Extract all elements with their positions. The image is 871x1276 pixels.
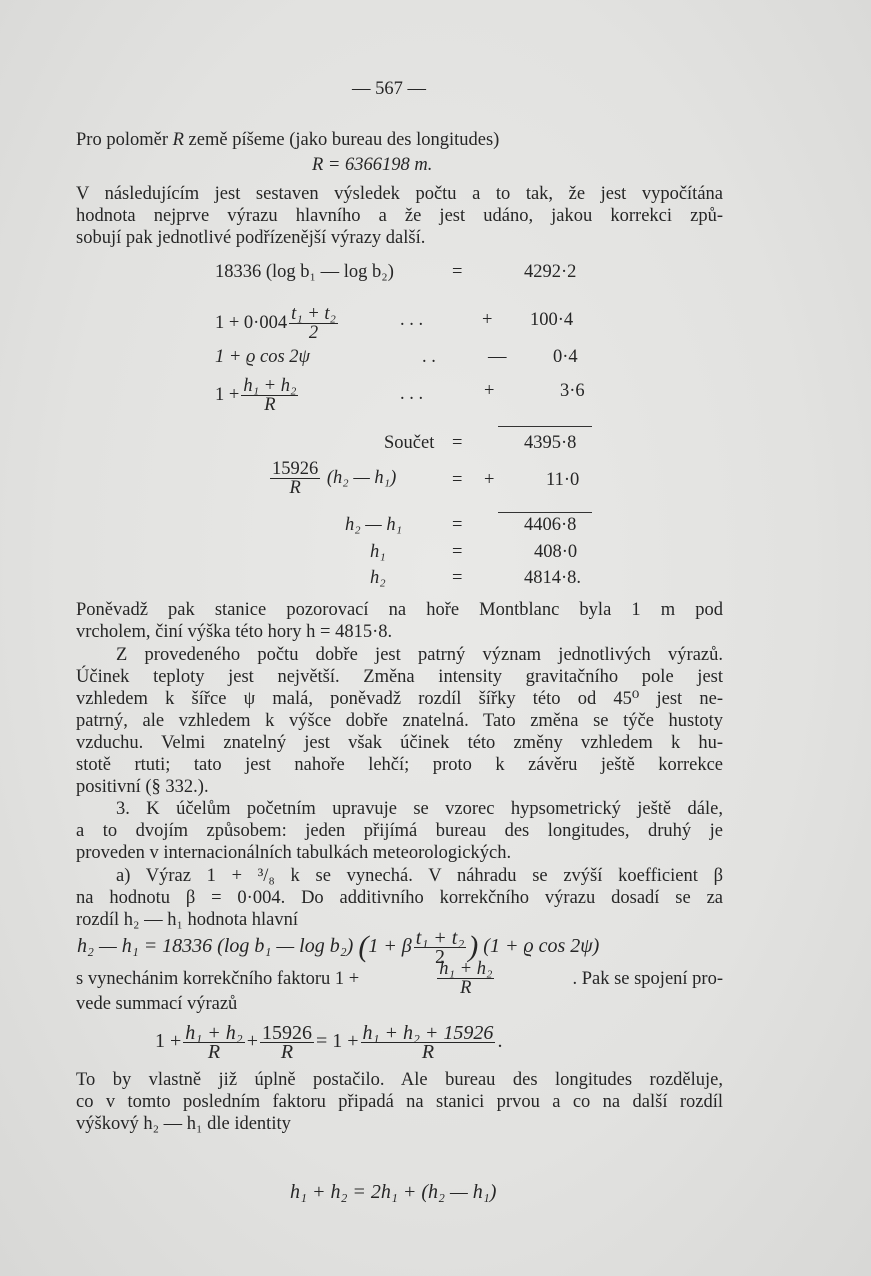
- paragraph-line: a) Výraz 1 + ³/₈ k se vynechá. V náhradu se zvýší koefficient β: [116, 866, 723, 886]
- text: s vynechánim korrekčního faktoru 1 +: [76, 968, 360, 989]
- sign: —: [488, 347, 507, 367]
- numerator: h₁ + h₂ + 15926: [362, 1021, 494, 1044]
- row-value: 4406·8: [524, 515, 577, 535]
- paragraph-line: vzduchu. Velmi znatelný jest však účinek této změny vzhledem k hu-: [76, 733, 723, 753]
- sign: +: [484, 470, 495, 490]
- denominator: R: [289, 478, 301, 498]
- text: 1 +: [155, 1030, 182, 1052]
- text: Pro poloměr: [76, 130, 173, 150]
- equals: =: [452, 470, 463, 490]
- paragraph-line: Z provedeného počtu dobře jest patrný význam jednotlivých výrazů.: [116, 645, 723, 665]
- paragraph-line: stotě rtuti; tato jest nahoře lehčí; proto k závěru ještě korrekce: [76, 755, 723, 775]
- text: 1 + 0·004: [215, 312, 288, 333]
- row-value: 4814·8.: [524, 568, 582, 588]
- paragraph-line: vrcholem, činí výška této hory h = 4815·8.: [76, 622, 393, 642]
- denominator: 2: [435, 945, 446, 968]
- text: . Pak se spojení pro-: [572, 968, 723, 989]
- sign: +: [482, 310, 493, 330]
- denominator: R: [421, 1040, 435, 1063]
- row-lhs: [215, 377, 300, 414]
- text: (h₂ — h₁): [326, 467, 397, 488]
- paragraph-line: co v tomto posledním faktoru připadá na stanici prvou a co na další rozdíl: [76, 1092, 723, 1112]
- paragraph-line: na hodnotu β = 0·004. Do additivního korrekčního výrazu dosadí se za: [76, 888, 723, 908]
- denominator: R: [460, 978, 472, 998]
- dots: . . .: [400, 384, 424, 404]
- equals: =: [452, 262, 463, 282]
- radius-equation: R = 6366198 m.: [312, 155, 433, 175]
- fraction: [270, 460, 320, 497]
- paragraph-line: V následujícím jest sestaven výsledek počtu a to tak, že jest vypočítána: [76, 184, 723, 204]
- paragraph-line: [76, 129, 723, 151]
- equals: =: [452, 568, 463, 588]
- paragraph-line: 3. K účelům početním upravuje se vzorec hypsometrický ještě dále,: [116, 799, 723, 819]
- equals: =: [452, 542, 463, 562]
- fraction: [260, 1021, 314, 1063]
- row-lhs: 18336 (log b₁ — log b₂): [215, 262, 394, 282]
- row-value: 408·0: [534, 542, 578, 562]
- numerator: t₁ + t₂: [291, 304, 336, 324]
- denominator: R: [280, 1040, 294, 1063]
- row-lhs: 1 + ϱ cos 2ψ: [215, 347, 311, 367]
- row-value: 4292·2: [524, 262, 577, 282]
- math-var: R: [172, 130, 184, 150]
- formula-sum: [155, 1018, 502, 1064]
- fraction: [361, 1021, 496, 1063]
- paragraph-line: hodnota nejprve výrazu hlavního a že jest udáno, jakou korrekci způ-: [76, 206, 723, 226]
- numerator: h₁ + h₂: [439, 959, 493, 979]
- row-lhs: Součet: [384, 433, 435, 453]
- text: = 1 +: [315, 1030, 359, 1052]
- denominator: 2: [308, 323, 319, 343]
- row-lhs: [268, 460, 396, 497]
- row-lhs: h₂: [370, 568, 386, 588]
- identity-formula: h₁ + h₂ = 2h₁ + (h₂ — h₁): [290, 1181, 497, 1203]
- row-lhs: h₁: [370, 542, 386, 562]
- fraction: [183, 1021, 244, 1063]
- numerator: 15926: [272, 459, 319, 479]
- equals: =: [452, 515, 463, 535]
- sum-rule: [498, 426, 592, 427]
- dots: . . .: [400, 310, 424, 330]
- row-lhs: [215, 305, 340, 342]
- fraction: [289, 305, 338, 342]
- paragraph-line: To by vlastně již úplně postačilo. Ale bureau des longitudes rozděluje,: [76, 1070, 723, 1090]
- sign: +: [484, 381, 495, 401]
- paragraph-line: positivní (§ 332.).: [76, 777, 209, 797]
- denominator: R: [207, 1040, 221, 1063]
- numerator: 15926: [261, 1021, 312, 1044]
- paragraph-line: vede summací výrazů: [76, 994, 238, 1014]
- numerator: h₁ + h₂: [185, 1021, 243, 1044]
- paragraph-line: proveden v internacionálních tabulkách meteorologických.: [76, 843, 512, 863]
- denominator: R: [264, 395, 276, 415]
- row-value: 4395·8: [524, 433, 577, 453]
- numerator: t₁ + t₂: [415, 926, 465, 949]
- text: 1 + β: [368, 935, 412, 957]
- equals: =: [452, 433, 463, 453]
- paragraph-line: a to dvojím způsobem: jeden přijímá bureau des longitudes, druhý je: [76, 821, 723, 841]
- dots: . .: [422, 347, 436, 367]
- row-value: 11·0: [546, 470, 580, 490]
- fraction: [241, 377, 298, 414]
- paragraph-line: patrný, ale vzhledem k výšce dobře znatelná. Tato změna se týče hustoty: [76, 711, 723, 731]
- row-value: 100·4: [530, 310, 574, 330]
- text: (1 + ϱ cos 2ψ): [483, 935, 600, 957]
- formula-main: h₂ — h₁ = 18336 (log b₁ — log b₂) (1 + β $\frac{\text{t₁ + t₂}}{2}$ ) (1 + ϱ cos 2ψ): [77, 926, 600, 968]
- text: .: [497, 1030, 503, 1052]
- numerator: h₁ + h₂: [243, 376, 297, 396]
- text: h₂ — h₁ = 18336 (log b₁ — log b₂): [77, 935, 354, 957]
- sum-rule: [498, 512, 592, 513]
- page-number: — 567 —: [352, 79, 426, 99]
- paragraph-line: rozdíl h₂ — h₁ hodnota hlavní: [76, 910, 299, 930]
- paragraph-line: Účinek teploty jest největší. Změna intensity gravitačního pole jest: [76, 667, 723, 687]
- text: země píšeme (jako bureau des longitudes): [183, 130, 500, 150]
- row-lhs: h₂ — h₁: [345, 515, 403, 535]
- paragraph-line: výškový h₂ — h₁ dle identity: [76, 1114, 291, 1134]
- fraction: [437, 960, 494, 997]
- paragraph-line: [76, 960, 723, 997]
- row-value: 3·6: [560, 381, 585, 401]
- text: +: [246, 1030, 258, 1052]
- paragraph-line: vzhledem k šířce ψ malá, poněvadž rozdíl šířky této od 45⁰ jest ne-: [76, 689, 723, 709]
- paragraph-line: sobují pak jednotlivé podřízenější výrazy další.: [76, 228, 426, 248]
- paragraph-line: Poněvadž pak stanice pozorovací na hoře Montblanc byla 1 m pod: [76, 600, 723, 620]
- text: 1 +: [215, 384, 240, 405]
- row-value: 0·4: [553, 347, 578, 367]
